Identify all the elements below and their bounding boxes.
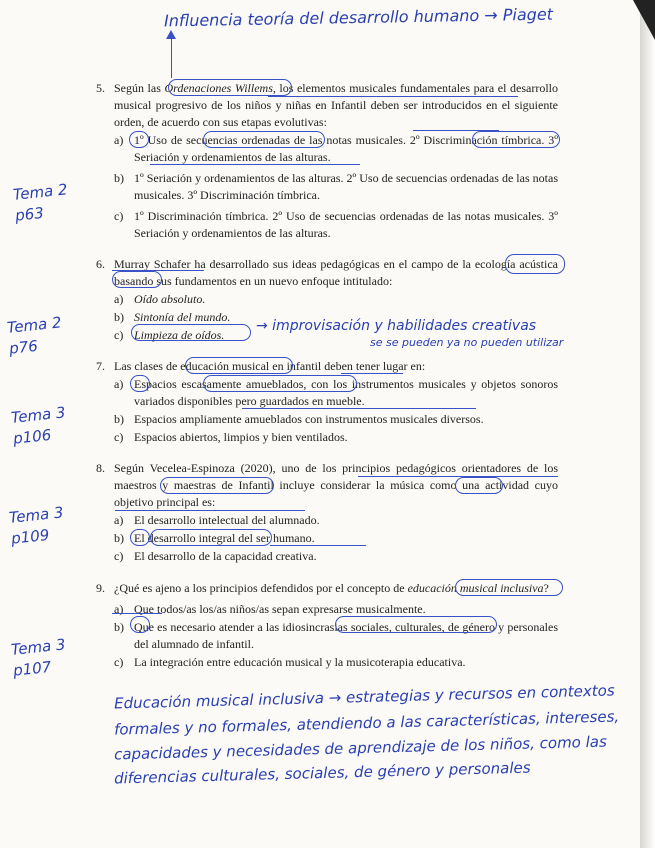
option-text: La integración entre educación musical y la musicoterapia educativa. [134, 655, 466, 669]
option-c [96, 429, 558, 446]
answer-circle [131, 324, 251, 341]
highlight-circle [168, 79, 292, 96]
question-number: 9. [96, 581, 105, 595]
question-5-text [96, 80, 558, 131]
margin-note-q6: Tema 2 p76 [6, 313, 63, 358]
question-text-part: ? [543, 581, 549, 595]
highlight-circle [112, 271, 162, 288]
handwritten-underline [115, 510, 305, 511]
option-letter: a) [114, 133, 124, 147]
highlight-circle [455, 477, 503, 494]
highlight-circle [472, 131, 560, 148]
handwritten-underline [242, 408, 476, 409]
highlight-circle [203, 131, 325, 148]
margin-note-q5: Tema 2 p63 [12, 180, 69, 225]
option-text: 1º Discriminación tímbrica. 2º Uso de secuencias ordenadas de las notas musicales. 3º Seriación y ordenamientos de las alturas. [134, 209, 558, 240]
page-edge [640, 0, 655, 848]
highlight-circle [150, 529, 272, 546]
question-number: 8. [96, 461, 105, 475]
option-letter: a) [114, 602, 124, 616]
option-text: Sintonía del mundo. [134, 310, 231, 324]
bottom-note-line: Educación musical inclusiva → estrategias y recursos en contextos [113, 681, 615, 713]
answer-circle [130, 529, 150, 546]
question-text-part: Según las [114, 81, 165, 95]
option-letter: c) [114, 209, 124, 223]
option-text: El desarrollo intelectual del alumnado. [134, 513, 320, 527]
question-text-part: , los elementos musicales fundamentales para el desarrollo musical progresivo de los niños y niñas en Infantil deben ser introducidos en el siguiente orden, de acuerdo con sus etapas evolutivas: [114, 81, 558, 129]
bottom-note-line: diferencias culturales, sociales, de género y personales [113, 758, 531, 788]
option-c [96, 654, 558, 671]
handwritten-underline [413, 130, 499, 131]
margin-note-q7: Tema 3 p106 [10, 403, 67, 448]
answer-circle [130, 616, 150, 633]
option-letter: b) [114, 412, 124, 426]
bottom-note-line: formales y no formales, atendiendo a las características, intereses, [113, 707, 620, 739]
question-number: 7. [96, 359, 105, 373]
answer-circle [129, 131, 149, 148]
handwritten-underline [112, 613, 162, 614]
option-text: Espacios escasamente amueblados, con los instrumentos musicales y objetos sonoros variados disponibles pero guardados en mueble. [134, 377, 558, 408]
question-text-part: Murray Schafer ha desarrollado sus ideas pedagógicas en el campo de la ecología acústica basando sus fundamentos en un nuevo enfoque intitulado: [114, 257, 558, 288]
option-text: Que todos/as los/as niños/as sepan expresarse musicalmente. [134, 602, 426, 616]
option-a [96, 512, 558, 529]
option-letter: c) [114, 549, 124, 563]
option-c [96, 208, 558, 242]
option-letter: b) [114, 531, 124, 545]
option-c [96, 548, 558, 565]
option-text: Espacios abiertos, limpios y bien ventilados. [134, 430, 348, 444]
option-letter: b) [114, 171, 124, 185]
question-5 [96, 80, 558, 242]
top-handwritten-note: Influencia teoría del desarrollo humano → Piaget [163, 4, 554, 31]
question-text-italic: educación musical inclusiva [407, 581, 544, 595]
handwritten-underline [341, 373, 403, 374]
option-text: Que es necesario atender a las idiosincrasias sociales, culturales, de género y personales del alumnado de infantil. [134, 620, 558, 651]
question-7-text [96, 358, 558, 375]
option-text: 1º Seriación y ordenamientos de las alturas. 2º Uso de secuencias ordenadas de las notas musicales. 3º Discriminación tímbrica. [134, 171, 558, 202]
option-letter: a) [114, 513, 124, 527]
question-number: 6. [96, 257, 105, 271]
handwritten-underline [358, 476, 558, 477]
option-letter: a) [114, 377, 124, 391]
question-text-part: Según Vecelea-Espinoza (2020), uno de los principios pedagógicos orientadores de los maestros y maestras de Infantil incluye considerar la música como una actividad cuyo objetivo principal es: [114, 461, 558, 509]
highlight-circle [455, 579, 563, 596]
option-letter: c) [114, 328, 124, 342]
highlight-circle [335, 616, 497, 633]
question-number: 5. [96, 81, 105, 95]
page-corner-shadow [633, 0, 655, 40]
option-letter: a) [114, 292, 124, 306]
annotation-arrow [171, 34, 172, 78]
option-text: 1º Uso de secuencias ordenadas de las notas musicales. 2º Discriminación tímbrica. 3º Seriación y ordenamientos de las alturas. [134, 133, 558, 164]
question-7 [96, 358, 558, 446]
highlight-circle [203, 375, 357, 392]
option-text: Espacios ampliamente amueblados con instrumentos musicales diversos. [134, 412, 484, 426]
question-text-part: ¿Qué es ajeno a los principios defendidos por el concepto de [114, 581, 408, 595]
margin-note-q9: Tema 3 p107 [10, 635, 67, 680]
highlight-circle [185, 357, 293, 374]
answer-circle [130, 375, 150, 392]
option-b [96, 411, 558, 428]
option-letter: c) [114, 655, 124, 669]
handwritten-underline [112, 270, 204, 271]
handwritten-underline [270, 545, 366, 546]
annotation-arrowhead [166, 30, 176, 39]
option-text: Limpieza de oídos. [134, 328, 225, 342]
handwritten-underline [150, 164, 360, 165]
option-letter: b) [114, 310, 124, 324]
margin-note-q8: Tema 3 p109 [8, 503, 65, 548]
option-b [96, 170, 558, 204]
question-text-part: Las clases de educación musical en infantil deben tener lugar en: [114, 359, 426, 373]
question-text-italic: Ordenaciones Willems [164, 81, 273, 95]
option-letter: c) [114, 430, 124, 444]
bottom-note-line: capacidades y necesidades de aprendizaje de los niños, como las [113, 732, 608, 764]
option-text: El desarrollo de la capacidad creativa. [134, 549, 317, 563]
option-text: Oído absoluto. [134, 292, 206, 306]
question-6-text [96, 256, 558, 290]
option-text: El desarrollo integral del ser humano. [134, 531, 315, 545]
handwritten-underline [268, 96, 518, 97]
q6-handwritten-note: → improvisación y habilidades creativas [256, 318, 537, 334]
highlight-circle [160, 477, 274, 494]
option-letter: b) [114, 620, 124, 634]
option-a [96, 291, 558, 308]
q6-handwritten-note: se se pueden ya no pueden utilizar [370, 336, 564, 349]
highlight-circle [505, 254, 565, 274]
